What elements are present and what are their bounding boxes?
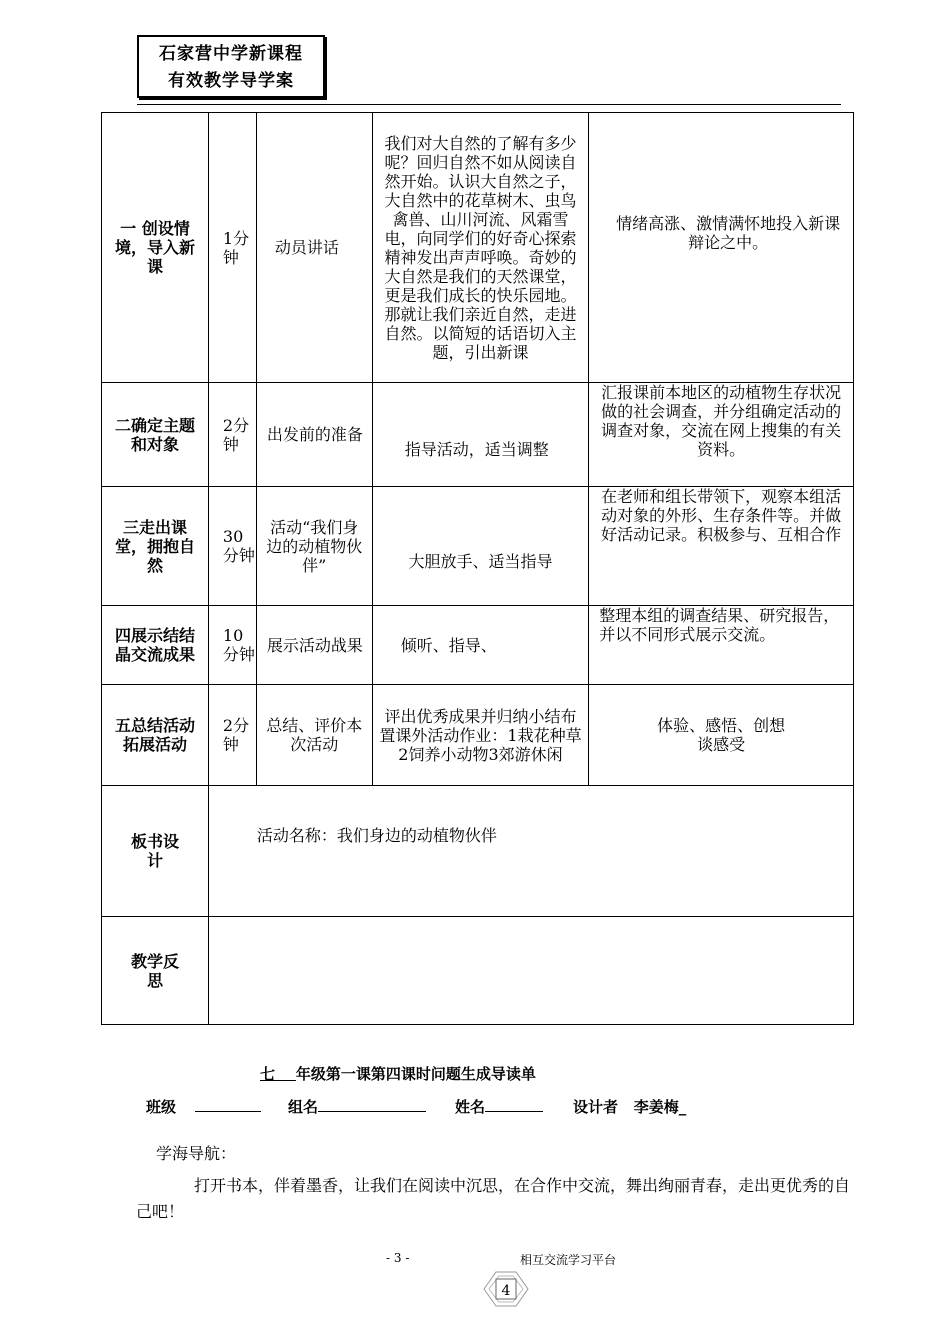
activity-cell: 展示活动战果 xyxy=(256,606,372,685)
worksheet-title xyxy=(260,1063,536,1084)
designer-name: 李姜梅_ xyxy=(633,1098,687,1116)
designer-field xyxy=(573,1096,686,1117)
guide-heading: 学海导航： xyxy=(156,1144,237,1163)
reflection-content xyxy=(208,917,853,1025)
group-blank xyxy=(318,1096,426,1112)
time-cell: 2分钟 xyxy=(208,685,256,786)
class-blank xyxy=(195,1096,261,1112)
time-cell: 30分钟 xyxy=(208,487,256,606)
stage-cell: 三走出课堂，拥抱自然 xyxy=(102,487,209,606)
guide-text: 打开书本，伴着墨香，让我们在阅读中沉思，在合作中交流，舞出绚丽青春，走出更优秀的自己吧！ xyxy=(136,1176,851,1221)
header-line2: 有效教学导学案 xyxy=(168,71,294,91)
time-cell: 2分钟 xyxy=(208,383,256,487)
activity-cell: 动员讲话 xyxy=(256,113,372,383)
header-rule xyxy=(137,104,841,105)
stage-cell: 四展示结结晶交流成果 xyxy=(102,606,209,685)
reflection-row xyxy=(102,917,854,1025)
student-cell: 在老师和组长带领下，观察本组活动对象的外形、生存条件等。并做好活动记录。积极参与、互相合作 xyxy=(589,487,854,606)
student-cell: 情绪高涨、激情满怀地投入新课辩论之中。 xyxy=(589,113,854,383)
name-blank xyxy=(485,1096,543,1112)
stage-cell: 二确定主题和对象 xyxy=(102,383,209,487)
lesson-plan-table xyxy=(101,112,854,1025)
name-field xyxy=(455,1096,543,1117)
time-cell: 1分钟 xyxy=(208,113,256,383)
name-label: 姓名 xyxy=(455,1098,486,1116)
student-cell: 整理本组的调查结果、研究报告，并以不同形式展示交流。 xyxy=(589,606,854,685)
platform-text: 相互交流学习平台 xyxy=(520,1253,617,1267)
board-content: 活动名称：我们身边的动植物伙伴 xyxy=(208,786,853,917)
page-badge-icon xyxy=(482,1270,530,1308)
activity-cell: 总结、评价本次活动 xyxy=(256,685,372,786)
reflection-label: 教学反思 xyxy=(102,917,209,1025)
table-row xyxy=(102,487,854,606)
teacher-cell: 大胆放手、适当指导 xyxy=(372,487,589,606)
student-cell: 汇报课前本地区的动植物生存状况做的社会调查，并分组确定活动的调查对象，交流在网上搜集的有关资料。 xyxy=(589,383,854,487)
stage-cell: 五总结活动拓展活动 xyxy=(102,685,209,786)
header-line1: 石家营中学新课程 xyxy=(159,44,303,64)
badge-number: 4 xyxy=(501,1283,511,1299)
teacher-cell: 倾听、指导、 xyxy=(372,606,589,685)
class-label: 班级 xyxy=(146,1098,177,1116)
board-label: 板书设计 xyxy=(102,786,209,917)
activity-cell: 活动“我们身边的动植物伙伴” xyxy=(256,487,372,606)
board-design-row xyxy=(102,786,854,917)
designer-label: 设计者 xyxy=(573,1098,619,1116)
class-field xyxy=(146,1096,261,1117)
table-row xyxy=(102,606,854,685)
teacher-cell: 我们对大自然的了解有多少呢？回归自然不如从阅读自然开始。认识大自然之子，大自然中的花草树木、虫鸟禽兽、山川河流、风霜雪电，向同学们的好奇心探索精神发出声声呼唤。奇妙的大自然是我们的天然课堂，更是我们成长的快乐园地。那就让我们亲近自然，走进自然。以简短的话语切入主题，引出新课 xyxy=(372,113,589,383)
group-label: 组名 xyxy=(288,1098,319,1116)
time-cell: 10分钟 xyxy=(208,606,256,685)
teacher-cell: 评出优秀成果并归纳小结布置课外活动作业：1栽花种草2饲养小动物3郊游休闲 xyxy=(372,685,589,786)
table-row xyxy=(102,383,854,487)
activity-cell: 出发前的准备 xyxy=(256,383,372,487)
student-cell: 体验、感悟、创想 谈感受 xyxy=(589,685,854,786)
group-field xyxy=(288,1096,426,1117)
title-grade: 七 xyxy=(260,1065,276,1083)
stage-cell: 一 创设情境，导入新课 xyxy=(102,113,209,383)
table-row xyxy=(102,685,854,786)
title-rest: 年级第一课第四课时问题生成导读单 xyxy=(295,1065,536,1083)
page-number: - 3 - xyxy=(386,1251,410,1265)
teacher-cell: 指导活动，适当调整 xyxy=(372,383,589,487)
school-header-box xyxy=(137,35,325,98)
table-row xyxy=(102,113,854,383)
